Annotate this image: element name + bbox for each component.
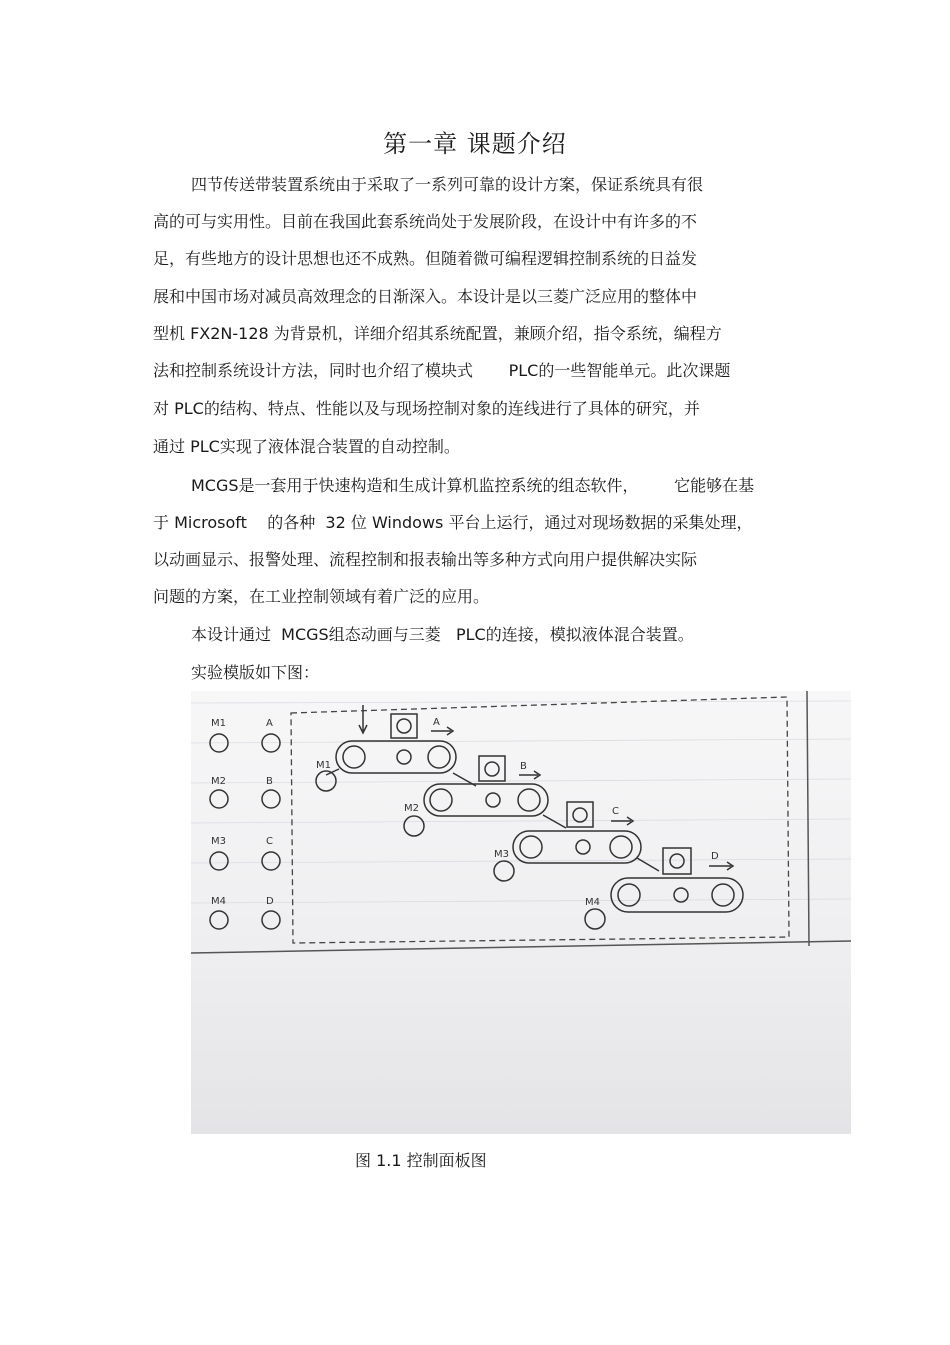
conveyor-3-motor-label: M3 [494, 849, 509, 860]
figure-caption: 图 1.1 控制面板图 [355, 1151, 487, 1170]
label-c: C [266, 836, 273, 847]
label-m2: M2 [211, 776, 226, 787]
paragraph-line: 以动画显示、报警处理、流程控制和报表输出等多种方式向用户提供解决实际 [153, 550, 698, 569]
paragraph-line: 型机 FX2N-128 为背景机，详细介绍其系统配置，兼顾介绍，指令系统，编程方 [153, 324, 722, 343]
conveyor-4-sensor-label: D [711, 851, 719, 862]
label-m4: M4 [211, 896, 226, 907]
paragraph-line: MCGS是一套用于快速构造和生成计算机监控系统的组态软件， 它能够在基 [191, 476, 755, 495]
conveyor-1-motor-label: M1 [316, 760, 331, 771]
paragraph-line: 对 PLC的结构、特点、性能以及与现场控制对象的连线进行了具体的研究，并 [153, 399, 700, 418]
paragraph-line: 展和中国市场对减员高效理念的日渐深入。本设计是以三菱广泛应用的整体中 [153, 287, 698, 306]
label-m1: M1 [211, 718, 226, 729]
label-a: A [266, 718, 273, 729]
conveyor-1-sensor-label: A [433, 717, 440, 728]
paragraph-line: 高的可与实用性。目前在我国此套系统尚处于发展阶段，在设计中有许多的不 [153, 212, 698, 231]
paragraph-line: 四节传送带装置系统由于采取了一系列可靠的设计方案，保证系统具有很 [191, 175, 704, 194]
label-b: B [266, 776, 273, 787]
paragraph-line: 通过 PLC实现了液体混合装置的自动控制。 [153, 437, 460, 456]
paragraph-line: 法和控制系统设计方法，同时也介绍了模块式 PLC的一些智能单元。此次课题 [153, 361, 731, 380]
paragraph-line: 足，有些地方的设计思想也还不成熟。但随着微可编程逻辑控制系统的日益发 [153, 249, 698, 268]
conveyor-2-sensor-label: B [520, 761, 527, 772]
conveyor-2-motor-label: M2 [404, 803, 419, 814]
conveyor-3-sensor-label: C [612, 806, 619, 817]
chapter-title: 第一章 课题介绍 [383, 130, 567, 158]
paragraph-line: 实验模版如下图： [191, 663, 320, 682]
paragraph-line: 本设计通过 MCGS组态动画与三菱 PLC的连接，模拟液体混合装置。 [191, 625, 694, 644]
paragraph-line: 问题的方案，在工业控制领域有着广泛的应用。 [153, 587, 490, 606]
label-d: D [266, 896, 274, 907]
conveyor-4-motor-label: M4 [585, 897, 600, 908]
control-panel-photo [191, 691, 851, 1134]
paragraph-line: 于 Microsoft 的各种 32 位 Windows 平台上运行，通过对现场数据的采集处理， [153, 513, 753, 532]
label-m3: M3 [211, 836, 226, 847]
